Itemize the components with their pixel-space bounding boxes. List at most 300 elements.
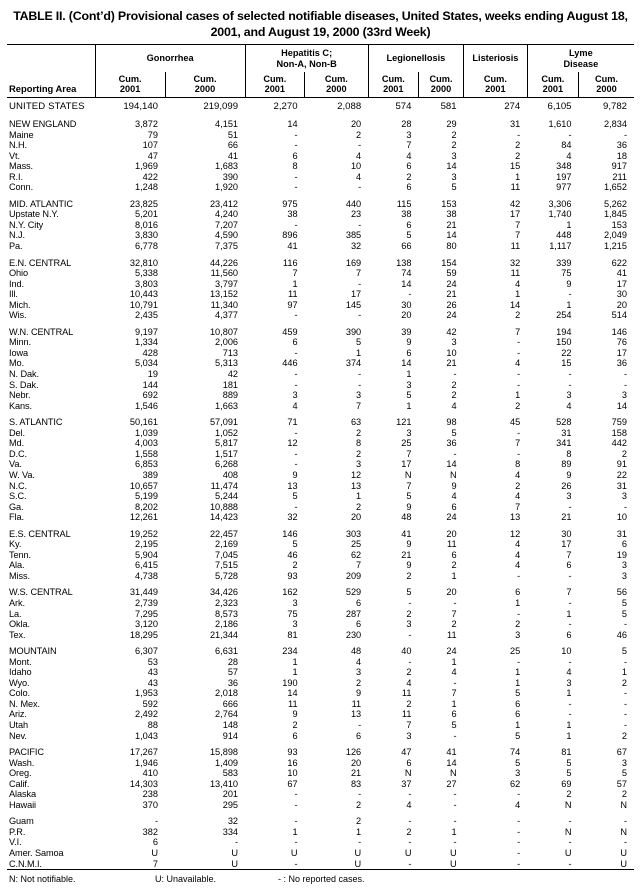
value-cell: 1,663	[215, 400, 239, 411]
value-cell: 238	[142, 789, 159, 800]
table-row	[7, 709, 634, 720]
header-col-hepc-2001	[245, 72, 305, 98]
value-cell: 977	[556, 182, 572, 193]
sub-line1: Cum.	[381, 74, 405, 84]
value-cell: 5,904	[135, 549, 159, 560]
value-cell: 3	[292, 619, 298, 630]
value-cell: 4	[406, 150, 412, 161]
value-cell: 7	[152, 858, 159, 869]
value-cell: 25	[401, 438, 412, 449]
value-cell: 2,764	[215, 709, 239, 720]
value-cell: 9,197	[135, 326, 159, 337]
value-cell: 11	[510, 182, 521, 193]
value-cell: 41	[401, 528, 412, 539]
value-cell: -	[568, 501, 572, 512]
sub-line2: 2001	[485, 84, 506, 94]
value-cell: -	[408, 629, 412, 640]
table-row	[7, 369, 634, 380]
table-row	[7, 417, 634, 428]
value-cell: 622	[611, 257, 627, 268]
value-cell: 30	[401, 299, 412, 310]
reporting-area-cell: NEW ENGLAND	[9, 119, 77, 129]
value-cell: 14	[401, 358, 412, 369]
value-cell: 2	[406, 570, 412, 581]
value-cell: 1	[515, 677, 521, 688]
value-cell: 7,045	[215, 549, 239, 560]
value-cell: 2	[356, 501, 362, 512]
value-cell: 1,052	[215, 427, 239, 438]
value-cell: 9	[406, 560, 412, 571]
value-cell: U	[449, 848, 457, 858]
value-cell: 6,307	[135, 646, 159, 657]
value-cell: 12,261	[129, 512, 159, 523]
value-cell: -	[408, 789, 412, 800]
value-cell: 4	[292, 400, 298, 411]
value-cell: 7	[515, 326, 521, 337]
value-cell: 440	[345, 198, 362, 209]
value-cell: -	[623, 816, 627, 827]
value-cell: 107	[142, 140, 159, 151]
value-cell: 528	[556, 417, 572, 428]
value-cell: 1	[292, 826, 298, 837]
value-cell: -	[623, 656, 627, 667]
reporting-area-cell: Pa.	[9, 241, 23, 252]
value-cell: 10,443	[129, 289, 159, 300]
value-cell: 13	[350, 480, 362, 491]
value-cell: 13	[509, 512, 521, 523]
value-cell: 2	[292, 560, 298, 571]
value-cell: 5,201	[135, 209, 159, 220]
value-cell: 2	[515, 140, 521, 151]
value-cell: 5	[566, 757, 572, 768]
value-cell: 10	[446, 347, 457, 358]
value-cell: 17	[509, 209, 521, 220]
value-cell: 22	[561, 347, 572, 358]
value-cell: 41	[227, 150, 239, 161]
value-cell: 24	[446, 278, 457, 289]
reporting-area-cell: Miss.	[9, 570, 30, 581]
value-cell: -	[294, 171, 298, 182]
value-cell: 3,120	[135, 619, 159, 630]
table-row	[7, 598, 634, 609]
value-cell: 7	[292, 268, 298, 279]
reporting-area-cell: W.N. CENTRAL	[9, 326, 74, 337]
value-cell: 1	[406, 400, 412, 411]
value-cell: 459	[282, 326, 298, 337]
reporting-area-cell: Tenn.	[9, 549, 31, 560]
value-cell: 43	[147, 677, 159, 688]
value-cell: 5	[292, 539, 298, 550]
value-cell: 341	[556, 438, 572, 449]
reporting-area-cell: Okla.	[9, 619, 30, 630]
reporting-area-cell: Conn.	[9, 182, 34, 193]
reporting-area-cell: N.Y. City	[9, 219, 44, 230]
value-cell: 1	[515, 171, 521, 182]
sub-line1: Cum.	[324, 74, 348, 84]
value-cell: 2	[406, 698, 412, 709]
value-cell: 23,412	[209, 198, 239, 209]
table-row	[7, 502, 634, 513]
value-cell: 1	[621, 667, 627, 678]
value-cell: 2,323	[215, 597, 239, 608]
value-cell: 66	[227, 140, 239, 151]
header-col-legionellosis-2001	[368, 72, 418, 98]
value-cell: 21	[561, 512, 572, 523]
sub-line1: Cum.	[263, 74, 287, 84]
value-cell: 5,034	[135, 358, 159, 369]
table-row	[7, 268, 634, 279]
value-cell: 9	[406, 501, 412, 512]
value-cell: -	[623, 719, 627, 730]
table-row	[7, 289, 634, 300]
value-cell: 5,313	[215, 358, 239, 369]
value-cell: 20	[350, 119, 362, 129]
reporting-area-cell: Fla.	[9, 512, 24, 523]
value-cell: 20	[350, 757, 362, 768]
value-cell: 6	[451, 549, 457, 560]
value-cell: 2	[356, 129, 362, 140]
sub-line1: Cum.	[541, 74, 565, 84]
value-cell: 153	[441, 198, 457, 209]
sub-line2: 2001	[119, 84, 141, 94]
value-cell: 295	[222, 799, 239, 810]
value-cell: 1	[515, 289, 521, 300]
header-group-listeriosis: Listeriosis	[464, 45, 528, 72]
value-cell: 8	[356, 438, 362, 449]
header-col-listeriosis-2001	[464, 72, 528, 98]
value-cell: 2	[356, 677, 362, 688]
value-cell: 146	[282, 528, 298, 539]
value-cell: 1	[356, 826, 362, 837]
value-cell: 422	[142, 171, 159, 182]
value-cell: 23,825	[129, 198, 159, 209]
value-cell: 115	[396, 198, 412, 209]
sub-line1: Cum.	[118, 74, 142, 84]
value-cell: 6,105	[547, 101, 572, 112]
value-cell: 4	[515, 799, 521, 810]
value-cell: 38	[401, 209, 412, 220]
value-cell: 32,810	[129, 257, 159, 268]
table-row	[7, 161, 634, 172]
value-cell: 40	[401, 646, 412, 657]
value-cell: 2,195	[135, 539, 159, 550]
value-cell: 31	[509, 119, 521, 129]
value-cell: 53	[147, 656, 159, 667]
value-cell: -	[517, 608, 521, 619]
value-cell: 6	[356, 730, 362, 741]
value-cell: 5	[451, 427, 457, 438]
value-cell: 20	[616, 299, 627, 310]
value-cell: 408	[222, 469, 239, 480]
table-row	[7, 827, 634, 838]
reporting-area-cell: MOUNTAIN	[9, 646, 57, 657]
value-cell: 15,898	[209, 747, 239, 758]
value-cell: 5	[621, 608, 627, 619]
value-cell: -	[568, 570, 572, 581]
reporting-area-cell: Calif.	[9, 778, 30, 789]
value-cell: 3	[621, 570, 627, 581]
table-row	[7, 182, 634, 193]
value-cell: 36	[446, 438, 457, 449]
value-cell: -	[358, 719, 362, 730]
value-cell: 3	[621, 491, 627, 502]
value-cell: 446	[282, 358, 298, 369]
value-cell: 144	[142, 379, 159, 390]
value-cell: 21	[446, 219, 457, 230]
value-cell: -	[568, 656, 572, 667]
header-group-legionellosis: Legionellosis	[368, 45, 463, 72]
value-cell: 2,186	[215, 619, 239, 630]
value-cell: 14	[401, 278, 412, 289]
value-cell: 81	[287, 629, 298, 640]
value-cell: 84	[561, 140, 572, 151]
value-cell: -	[623, 837, 627, 848]
value-cell: 6,415	[135, 560, 159, 571]
value-cell: 2	[621, 730, 627, 741]
table-row	[7, 560, 634, 571]
value-cell: 390	[345, 326, 362, 337]
value-cell: 6	[356, 619, 362, 630]
value-cell: 28	[227, 656, 239, 667]
value-cell: -	[568, 619, 572, 630]
value-cell: 6	[406, 182, 412, 193]
value-cell: 7	[451, 688, 457, 699]
value-cell: -	[294, 219, 298, 230]
value-cell: 11	[288, 698, 298, 709]
value-cell: -	[453, 677, 457, 688]
value-cell: 334	[222, 826, 239, 837]
value-cell: 194,140	[123, 101, 159, 112]
value-cell: 889	[222, 390, 239, 401]
sub-line2: 2001	[542, 84, 564, 94]
value-cell: 7	[356, 268, 362, 279]
value-cell: 7,295	[135, 608, 159, 619]
value-cell: U	[449, 858, 457, 869]
value-cell: 442	[611, 438, 627, 449]
value-cell: 21,344	[209, 629, 239, 640]
value-cell: 3	[356, 667, 362, 678]
value-cell: 6	[292, 730, 298, 741]
value-cell: -	[294, 789, 298, 800]
value-cell: 24	[446, 512, 457, 523]
value-cell: U	[404, 848, 412, 858]
reporting-area-cell: N.J.	[9, 230, 25, 241]
value-cell: 5	[451, 182, 457, 193]
table-row	[7, 571, 634, 582]
value-cell: 9	[406, 337, 412, 348]
table-row	[7, 630, 634, 641]
value-cell: 14	[446, 230, 457, 241]
value-cell: -	[623, 698, 627, 709]
value-cell: 31	[616, 480, 627, 491]
value-cell: 25	[509, 646, 521, 657]
reporting-area-cell: PACIFIC	[9, 747, 44, 758]
reporting-area-cell: Maine	[9, 129, 34, 140]
table-row	[7, 657, 634, 668]
table-row	[7, 459, 634, 470]
reporting-area-cell: Kans.	[9, 400, 32, 411]
value-cell: 18,295	[129, 629, 159, 640]
value-cell: -	[234, 837, 239, 848]
table-row	[7, 470, 634, 481]
header-col-gonorrhea-2001	[95, 72, 165, 98]
value-cell: 448	[556, 230, 572, 241]
value-cell: 6	[406, 161, 412, 172]
page-title: TABLE II. (Cont’d) Provisional cases of selected notifiable diseases, United States, weeks ending August 18, 2001, and August 19, 2000 (33rd Week)	[13, 9, 628, 39]
value-cell: 2	[356, 816, 362, 827]
value-cell: 14,423	[209, 512, 239, 523]
value-cell: 3	[451, 150, 457, 161]
value-cell: 10,888	[209, 501, 239, 512]
reporting-area-cell: N.C.	[9, 480, 27, 491]
header-sub-row	[7, 72, 634, 98]
value-cell: 57,091	[209, 417, 239, 428]
value-cell: 11,340	[210, 299, 239, 310]
value-cell: 17	[350, 289, 362, 300]
value-cell: 3	[356, 390, 362, 401]
value-cell: 7	[566, 587, 572, 598]
value-cell: 20	[401, 310, 412, 321]
value-cell: U	[354, 848, 362, 858]
value-cell: 48	[401, 512, 412, 523]
value-cell: -	[453, 837, 457, 848]
value-cell: 8	[292, 161, 298, 172]
value-cell: -	[294, 140, 298, 151]
value-cell: 4	[566, 667, 572, 678]
value-cell: 158	[611, 427, 627, 438]
value-cell: 9	[566, 278, 572, 289]
value-cell: 7	[356, 400, 362, 411]
value-cell: 47	[147, 150, 159, 161]
sub-line1: Cum.	[595, 74, 618, 84]
value-cell: 5	[621, 597, 627, 608]
value-cell: -	[568, 837, 572, 848]
value-cell: -	[358, 369, 362, 380]
value-cell: 50,161	[129, 417, 159, 428]
value-cell: N	[449, 768, 457, 779]
value-cell: 4,738	[135, 570, 159, 581]
value-cell: 1,953	[135, 688, 159, 699]
reporting-area-cell: Ala.	[9, 560, 25, 571]
value-cell: 26	[561, 480, 572, 491]
reporting-area-cell: Utah	[9, 719, 29, 730]
value-cell: 5	[621, 768, 627, 779]
value-cell: 162	[282, 587, 298, 598]
value-cell: -	[568, 597, 572, 608]
reporting-area-cell: C.N.M.I.	[9, 858, 42, 869]
value-cell: 6	[566, 629, 572, 640]
table-row	[7, 512, 634, 523]
value-cell: 6	[451, 501, 457, 512]
table-row	[7, 667, 634, 678]
value-cell: 42	[509, 198, 521, 209]
value-cell: 7	[406, 480, 412, 491]
value-cell: 3	[406, 379, 412, 390]
value-cell: 4,003	[135, 438, 159, 449]
value-cell: 150	[556, 337, 572, 348]
header-group-lyme-line1: Lyme	[569, 48, 593, 58]
value-cell: 2,006	[215, 337, 239, 348]
value-cell: 2	[621, 677, 627, 688]
value-cell: 15	[561, 358, 572, 369]
value-cell: 2	[406, 826, 412, 837]
value-cell: 89	[561, 459, 572, 470]
sub-line2: 2001	[383, 84, 404, 94]
value-cell: 5	[292, 491, 298, 502]
reporting-area-cell: W. Va.	[9, 469, 35, 480]
value-cell: 138	[396, 257, 412, 268]
value-cell: 254	[556, 310, 572, 321]
value-cell: 211	[612, 171, 627, 182]
value-cell: 2	[451, 129, 457, 140]
header-group-row	[7, 45, 634, 72]
value-cell: 975	[282, 198, 298, 209]
value-cell: 93	[287, 747, 298, 758]
value-cell: 46	[287, 549, 298, 560]
value-cell: 3	[292, 390, 298, 401]
value-cell: -	[358, 278, 362, 289]
value-cell: 8	[566, 448, 572, 459]
value-cell: 36	[616, 140, 627, 151]
value-cell: 1	[292, 278, 298, 289]
value-cell: 7	[406, 719, 412, 730]
value-cell: 2	[356, 448, 362, 459]
value-cell: 1	[566, 299, 572, 310]
value-cell: 181	[222, 379, 239, 390]
sub-line1: Cum.	[429, 74, 453, 84]
reporting-area-cell: Del.	[9, 427, 25, 438]
table-row	[7, 358, 634, 369]
value-cell: -	[517, 379, 521, 390]
value-cell: 11	[447, 539, 457, 550]
value-cell: 24	[446, 310, 457, 321]
value-cell: 148	[222, 719, 239, 730]
value-cell: 1,845	[604, 209, 627, 220]
value-cell: 36	[227, 677, 239, 688]
value-cell: 3	[406, 129, 412, 140]
value-cell: 42	[446, 326, 457, 337]
table-row	[7, 172, 634, 183]
value-cell: 374	[345, 358, 362, 369]
reporting-area-cell: Guam	[9, 816, 34, 827]
value-cell: U	[564, 848, 572, 858]
table-row	[7, 587, 634, 598]
table-row	[7, 241, 634, 252]
table-row	[7, 758, 634, 769]
value-cell: 5	[356, 337, 362, 348]
reporting-area-cell: Mo.	[9, 358, 25, 369]
value-cell: 41	[446, 747, 457, 758]
table-row	[7, 348, 634, 359]
table-row	[7, 529, 634, 540]
value-cell: 75	[287, 608, 298, 619]
table-row	[7, 140, 634, 151]
value-cell: 32	[350, 241, 362, 252]
value-cell: 4	[356, 150, 362, 161]
value-cell: 57	[616, 778, 627, 789]
value-cell: -	[517, 427, 521, 438]
value-cell: 43	[147, 667, 159, 678]
value-cell: 190	[282, 677, 298, 688]
value-cell: -	[408, 289, 412, 300]
value-cell: 146	[611, 326, 627, 337]
value-cell: N	[564, 799, 572, 810]
table-row	[7, 768, 634, 779]
value-cell: 69	[561, 778, 572, 789]
value-cell: 169	[345, 257, 362, 268]
value-cell: 5	[406, 230, 412, 241]
value-cell: 3,830	[135, 230, 159, 241]
